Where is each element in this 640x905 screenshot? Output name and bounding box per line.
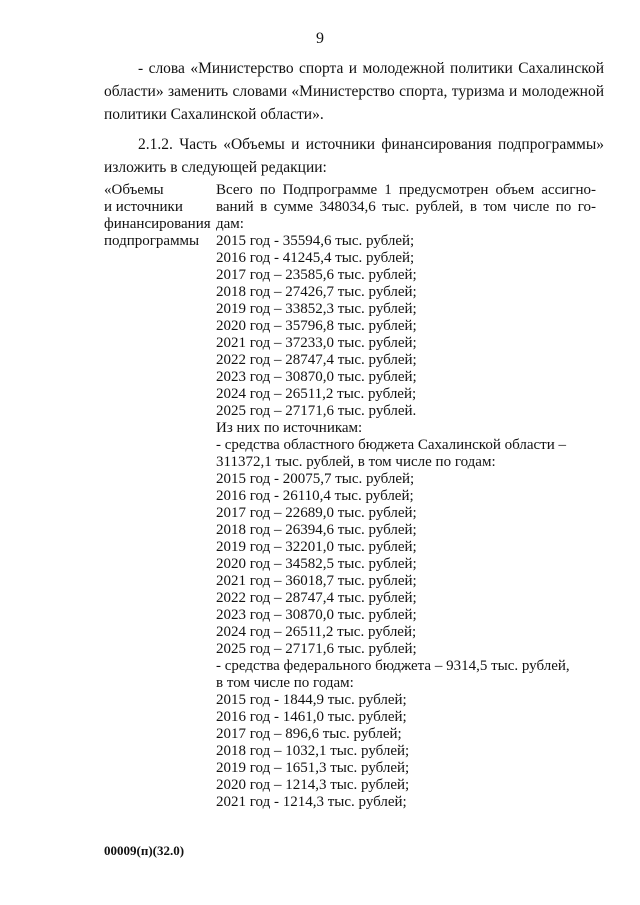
federal-year-line: 2019 год – 1651,3 тыс. рублей; — [216, 760, 410, 776]
regional-budget-line: 311372,1 тыс. рублей, в том числе по годам: — [216, 454, 496, 470]
total-year-line: 2025 год – 27171,6 тыс. рублей. — [216, 403, 417, 419]
funding-label-line: и источники — [104, 199, 183, 215]
funding-label-line: подпрограммы — [104, 233, 200, 249]
federal-year-line: 2017 год – 896,6 тыс. рублей; — [216, 726, 402, 742]
paragraph-rename-ministry: - слова «Министерство спорта и молодежной политики Сахалинской области» заменить словами «Министерство спорта, туризма и молодежной политики Сахалинской области». — [104, 60, 604, 123]
federal-year-line: 2018 год – 1032,1 тыс. рублей; — [216, 743, 410, 759]
total-year-line: 2016 год - 41245,4 тыс. рублей; — [216, 250, 415, 266]
funding-details-column — [216, 182, 596, 811]
federal-year-line: 2015 год - 1844,9 тыс. рублей; — [216, 692, 407, 708]
federal-year-line: 2020 год – 1214,3 тыс. рублей; — [216, 777, 410, 793]
funding-total-intro: Всего по Подпрограмме 1 предусмотрен объем ассигно-ваний в сумме 348034,6 тыс. рублей, в том числе по го-дам: — [216, 182, 596, 232]
regional-budget-line: - средства областного бюджета Сахалинской области – — [216, 437, 566, 453]
funding-label-line: финансирования — [104, 216, 211, 232]
total-year-line: 2024 год – 26511,2 тыс. рублей; — [216, 386, 417, 402]
regional-year-line: 2022 год – 28747,4 тыс. рублей; — [216, 590, 417, 606]
document-footer-code: 00009(п)(32.0) — [104, 843, 185, 858]
total-year-line: 2021 год – 37233,0 тыс. рублей; — [216, 335, 417, 351]
regional-year-line: 2025 год – 27171,6 тыс. рублей; — [216, 641, 417, 657]
regional-year-line: 2020 год – 34582,5 тыс. рублей; — [216, 556, 417, 572]
page-number: 9 — [316, 30, 324, 47]
regional-year-line: 2024 год – 26511,2 тыс. рублей; — [216, 624, 417, 640]
federal-budget-line: в том числе по годам: — [216, 675, 354, 691]
paragraph-section-2-1-2: 2.1.2. Часть «Объемы и источники финансирования подпрограммы» изложить в следующей редакции: — [104, 136, 604, 176]
regional-year-line: 2016 год - 26110,4 тыс. рублей; — [216, 488, 414, 504]
federal-year-line: 2021 год - 1214,3 тыс. рублей; — [216, 794, 407, 810]
regional-year-line: 2021 год – 36018,7 тыс. рублей; — [216, 573, 417, 589]
total-year-line: 2022 год – 28747,4 тыс. рублей; — [216, 352, 417, 368]
regional-year-line: 2023 год – 30870,0 тыс. рублей; — [216, 607, 417, 623]
regional-year-line: 2015 год - 20075,7 тыс. рублей; — [216, 471, 415, 487]
total-year-line: 2023 год – 30870,0 тыс. рублей; — [216, 369, 417, 385]
total-year-line: 2018 год – 27426,7 тыс. рублей; — [216, 284, 417, 300]
funding-label-column — [104, 182, 216, 250]
total-year-line: 2017 год – 23585,6 тыс. рублей; — [216, 267, 417, 283]
federal-year-line: 2016 год - 1461,0 тыс. рублей; — [216, 709, 407, 725]
federal-budget-line: - средства федерального бюджета – 9314,5 тыс. рублей, — [216, 658, 570, 674]
regional-year-line: 2019 год – 32201,0 тыс. рублей; — [216, 539, 417, 555]
total-year-line: 2019 год – 33852,3 тыс. рублей; — [216, 301, 417, 317]
regional-year-line: 2018 год – 26394,6 тыс. рублей; — [216, 522, 417, 538]
regional-year-line: 2017 год – 22689,0 тыс. рублей; — [216, 505, 417, 521]
funding-label-line: «Объемы — [104, 182, 164, 198]
total-year-line: 2015 год - 35594,6 тыс. рублей; — [216, 233, 415, 249]
sources-heading: Из них по источникам: — [216, 420, 363, 436]
total-year-line: 2020 год – 35796,8 тыс. рублей; — [216, 318, 417, 334]
